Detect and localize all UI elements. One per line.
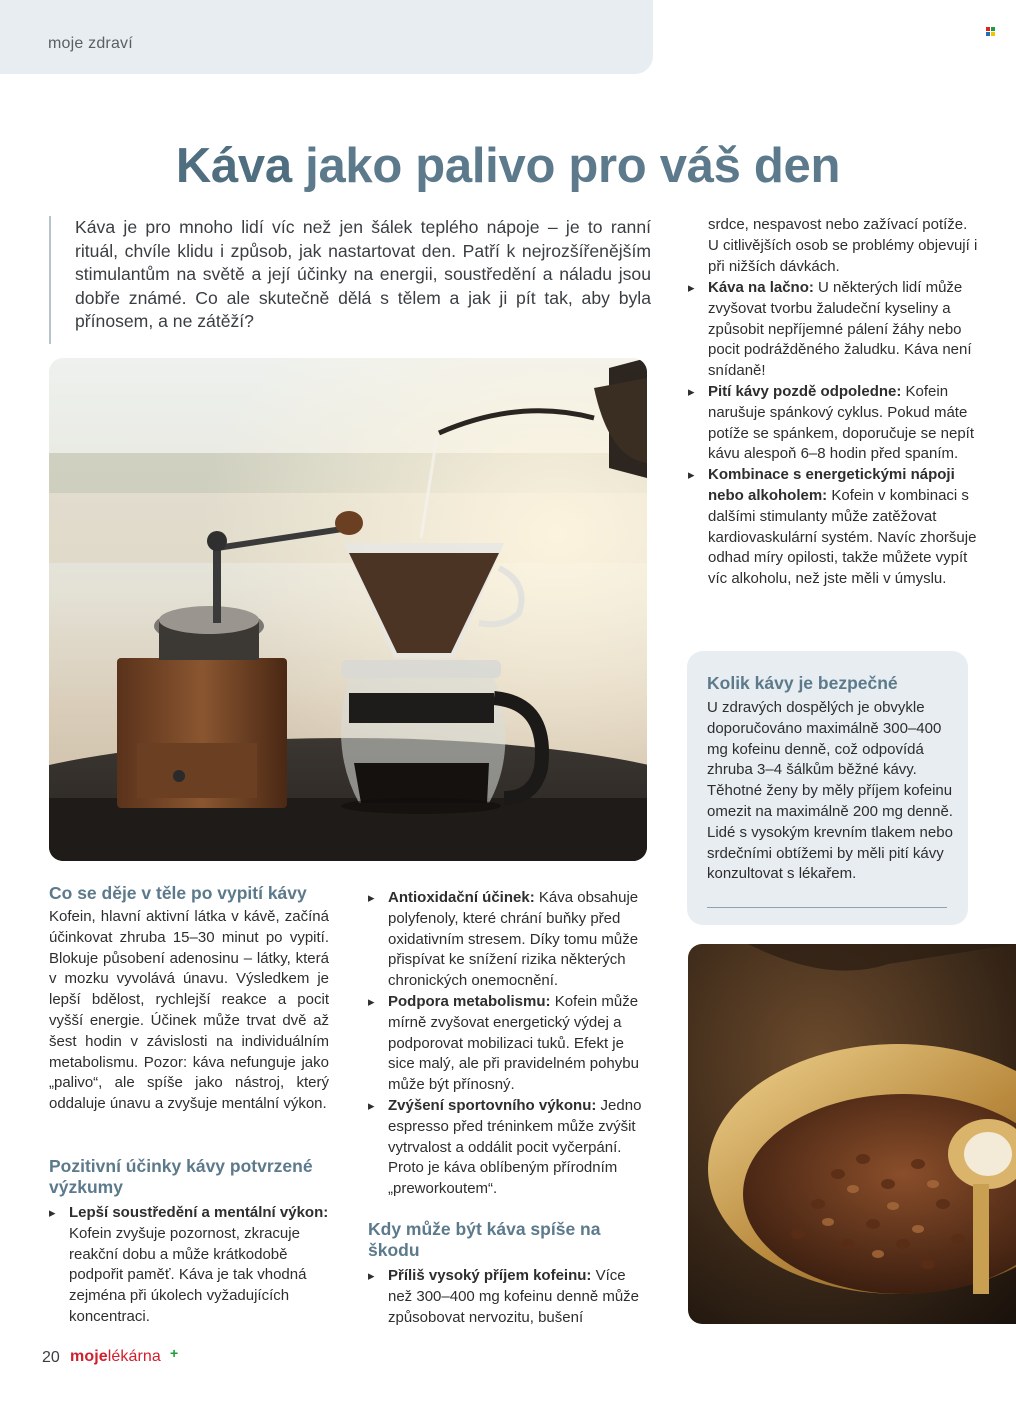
list-item xyxy=(688,278,978,382)
list-item-text: Jedno espresso před tréninkem může zvýšit vytrvalost a oddálit pocit vyčerpání. Proto je káva oblíbeným přírodním „preworkoutem“. xyxy=(388,1096,642,1198)
title-rest: jako palivo pro váš den xyxy=(291,139,841,193)
list-item xyxy=(368,888,653,992)
list-item xyxy=(368,1096,653,1200)
section-label: moje zdraví xyxy=(48,35,133,52)
harmful-effects-continuation: srdce, nespavost nebo zažívací potíže. U citlivějších osob se problémy objevují i při nižších dávkách. xyxy=(708,216,978,275)
list-item-label: Pití kávy pozdě odpoledne: xyxy=(708,382,902,400)
brand-plus-icon: + xyxy=(170,1345,179,1361)
body-effects-text: Kofein, hlavní aktivní látka v kávě, začíná účinkovat zhruba 15–30 minut po vypití. Blokuje působení adenosinu – látky, která v mozku vyvolává únavu. Výsledkem je lepší bdělost, rychlejší reakce a pocit vyšší energie. Účinek může trvat dvě až šest hodin v závislosti na individuálním metabolismu. Pozor: káva nefunguje jako „palivo“, ale spíše jako nástroj, který oddaluje únavu a zvyšuje mentální výkon. xyxy=(49,908,329,1113)
coffee-pour-over-photo xyxy=(49,358,647,861)
list-item-label: Podpora metabolismu: xyxy=(388,992,551,1010)
list-item-text: Káva obsahuje polyfenoly, které chrání buňky před oxidativním stresem. Díky tomu může přispívat ke snížení rizika některých chronických onemocnění. xyxy=(388,889,639,990)
heading-positive-effects: Pozitivní účinky kávy potvrzené výzkumy xyxy=(49,1156,313,1197)
positive-effects-list-part1 xyxy=(49,1203,334,1328)
list-item-label: Káva na lačno: xyxy=(708,279,814,296)
safe-amount-infobox xyxy=(687,651,968,925)
list-item xyxy=(49,1203,334,1328)
heading-body-effects: Co se děje v těle po vypití kávy xyxy=(49,883,307,903)
corner-logo-icon xyxy=(986,27,995,36)
list-item-text: Kofein zvyšuje pozornost, zkracuje reakční dobu a může krátkodobě podpořit paměť. Káva je tak vhodná zejména při úkolech vyžadujících koncentraci. xyxy=(69,1224,307,1325)
list-item xyxy=(688,382,978,465)
list-item-text: Kofein v kombinaci s dalšími stimulanty může zatěžovat kardiovaskulární systém. Navíc zhoršuje odhad míry opilosti, takže můžete vypít víc alkoholu, než jste měli v úmyslu. xyxy=(708,486,977,588)
harmful-effects-list-part2 xyxy=(688,278,978,590)
infobox-text: U zdravých dospělých je obvykle doporučováno maximálně 300–400 mg kofeinu denně, což odpovídá zhruba 3–4 šálkům běžné kávy. Těhotné ženy by měly příjem kofeinu omezit na maximálně 200 mg denně. Lidé s vysokým krevním tlakem nebo srdečními obtížemi by měli pití kávy konzultovat s lékařem. xyxy=(707,699,953,883)
list-item-label: Lepší soustředění a mentální výkon: xyxy=(69,1204,329,1221)
page-number: 20 xyxy=(42,1349,60,1366)
list-item-label: Příliš vysoký příjem kofeinu: xyxy=(388,1267,592,1284)
infobox-heading: Kolik kávy je bezpečné xyxy=(707,673,898,693)
intro-paragraph: Káva je pro mnoho lidí víc než jen šálek teplého nápoje – je to ranní rituál, chvíle klidu i způsob, jak nastartovat den. Patří k nejrozšířenějším stimulantům na světě a její účinky na energii, soustředění a náladu jsou dobře známé. Co ale skutečně dělá s tělem a jak ji pít tak, aby byla přínosem, a ne zátěží? xyxy=(49,216,651,344)
list-item-label: Antioxidační účinek: xyxy=(388,889,535,906)
brand-logo-bold: moje xyxy=(70,1348,108,1365)
list-item xyxy=(368,1266,653,1328)
list-item-text: Kofein může mírně zvyšovat energetický výdej a podporovat mobilizaci tuků. Efekt je sice malý, ale při pravidelném pohybu může být přínosný. xyxy=(388,992,639,1094)
brand-logo xyxy=(70,1345,179,1366)
list-item-text: Více než 300–400 mg kofeinu denně může způsobovat nervozitu, bušení xyxy=(388,1267,640,1326)
list-item-text: Kofein narušuje spánkový cyklus. Pokud máte potíže se spánkem, doporučuje se nepít kávu alespoň 6–8 hodin před spaním. xyxy=(708,382,975,463)
list-item xyxy=(688,465,978,590)
page-title xyxy=(0,137,1016,195)
positive-effects-list-part2 xyxy=(368,888,653,1200)
list-item xyxy=(368,992,653,1096)
list-item-label: Zvýšení sportovního výkonu: xyxy=(388,1096,597,1114)
coffee-beans-roaster-photo xyxy=(688,944,1016,1324)
list-item-text: U některých lidí může zvyšovat tvorbu žaludeční kyseliny a způsobit nepříjemné pálení žáhy nebo pocit podrážděného žaludku. Káva není snídaně! xyxy=(708,279,972,380)
title-bold: Káva xyxy=(175,139,292,193)
harmful-effects-list-part1 xyxy=(368,1266,653,1328)
heading-harmful-effects: Kdy může být káva spíše na škodu xyxy=(368,1219,601,1260)
brand-logo-rest: lékárna xyxy=(107,1348,161,1365)
infobox-divider xyxy=(707,907,947,908)
list-item-label: Kombinace s energetickými nápoji nebo alkoholem: xyxy=(708,466,955,504)
